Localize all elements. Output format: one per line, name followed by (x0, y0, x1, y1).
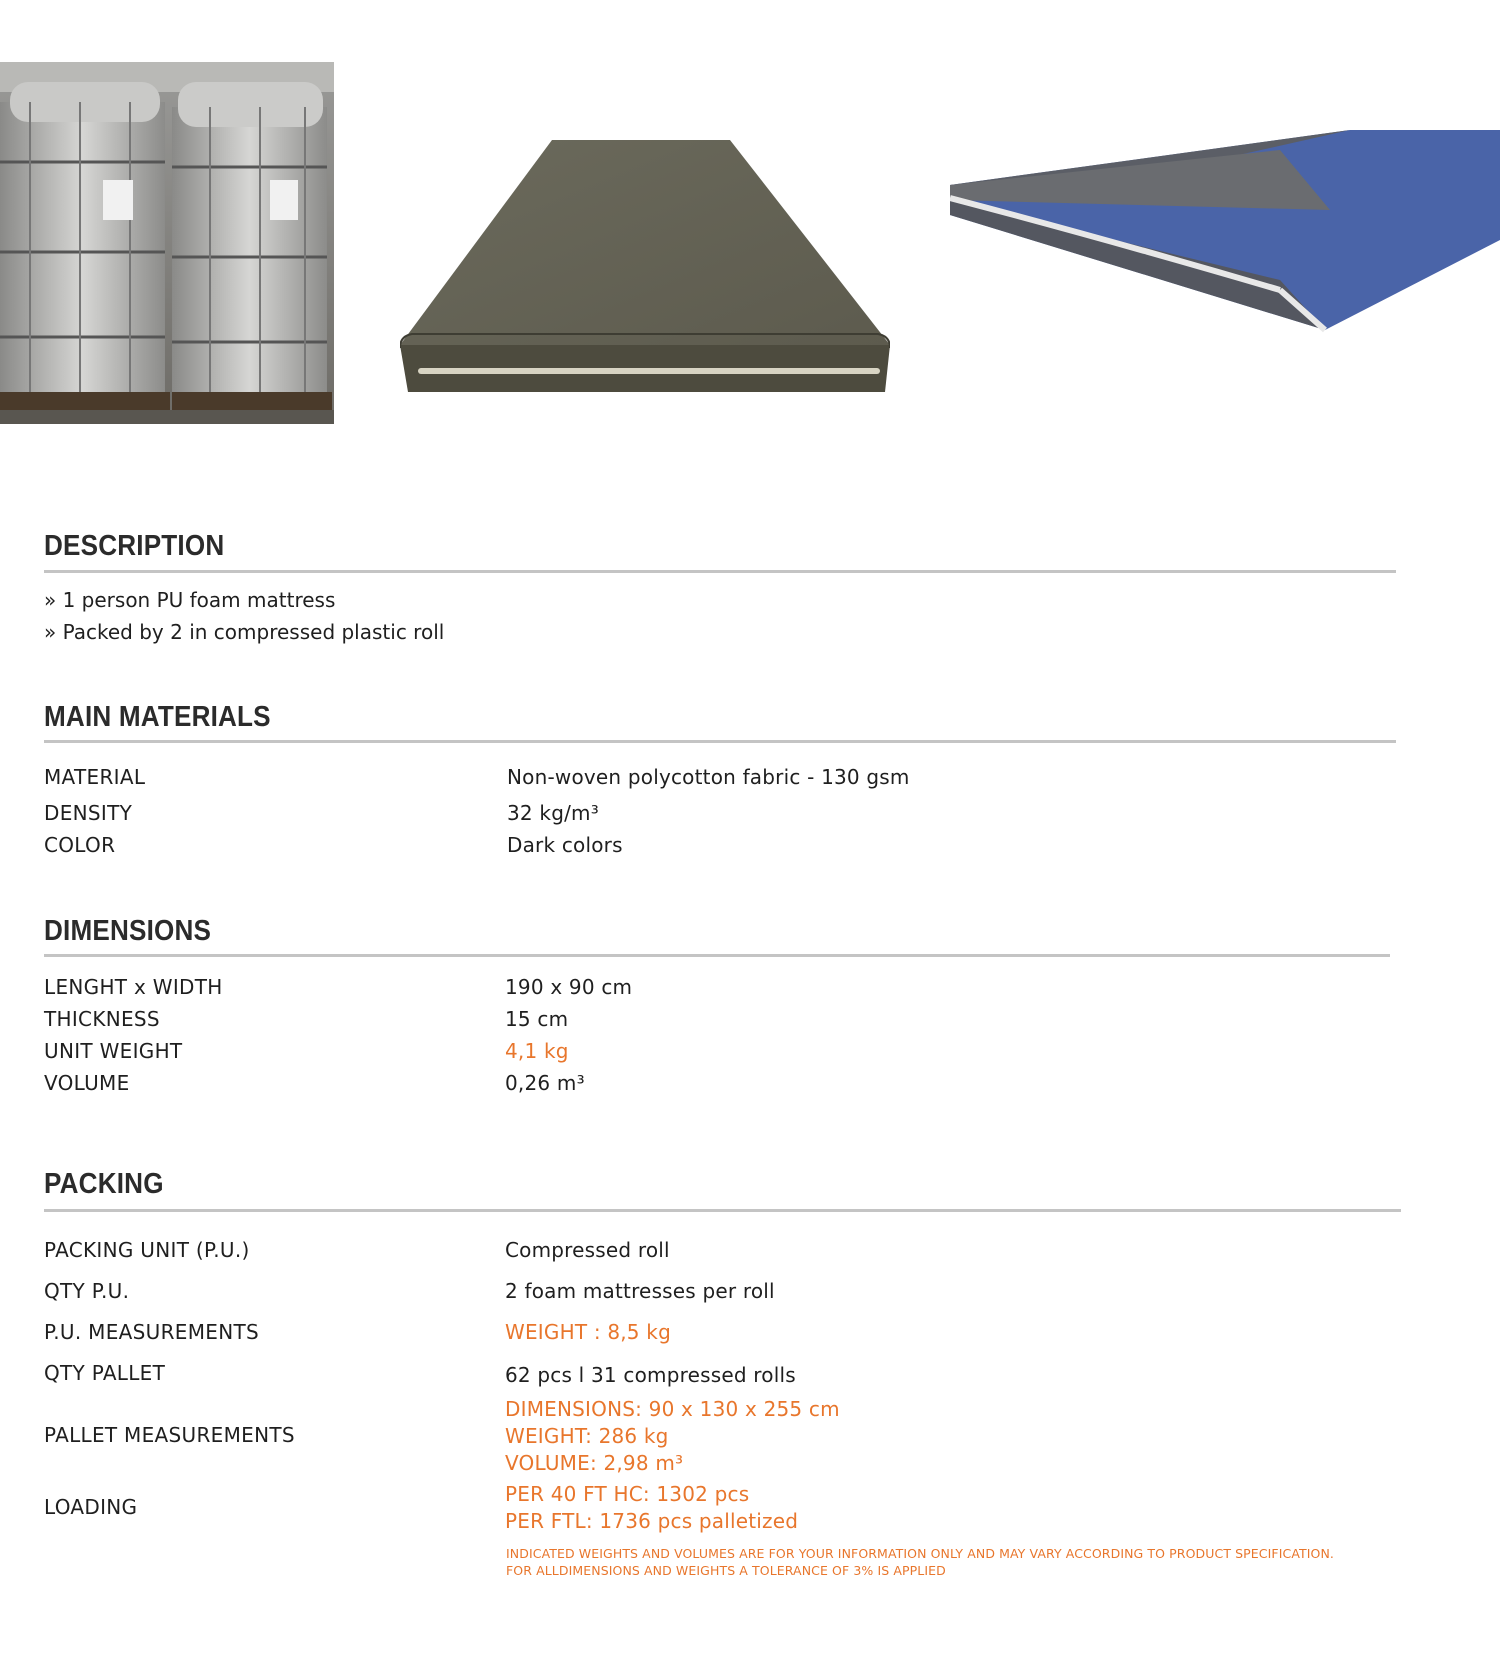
loading-40ft-value: PER 40 FT HC: 1302 pcs (505, 1482, 750, 1506)
dimensions-divider (44, 954, 1390, 957)
blue-mattress-photo (950, 130, 1500, 350)
grey-mattress-photo (400, 130, 890, 400)
unit-weight-label: UNIT WEIGHT (44, 1039, 183, 1063)
description-item: » 1 person PU foam mattress (44, 588, 336, 612)
description-item: » Packed by 2 in compressed plastic roll (44, 620, 445, 644)
qty-pallet-label: QTY PALLET (44, 1361, 166, 1385)
volume-label: VOLUME (44, 1071, 130, 1095)
material-value: Non-woven polycotton fabric - 130 gsm (507, 765, 910, 789)
length-width-label: LENGHT x WIDTH (44, 975, 223, 999)
pu-measurements-value: WEIGHT : 8,5 kg (505, 1320, 671, 1344)
qty-pallet-value: 62 pcs l 31 compressed rolls (505, 1363, 796, 1387)
density-label: DENSITY (44, 801, 133, 825)
materials-divider (44, 740, 1396, 743)
pallet-weight-value: WEIGHT: 286 kg (505, 1424, 669, 1448)
description-divider (44, 570, 1396, 573)
qty-pu-label: QTY P.U. (44, 1279, 130, 1303)
density-value: 32 kg/m³ (507, 801, 599, 825)
packing-divider (44, 1209, 1401, 1212)
material-label: MATERIAL (44, 765, 146, 789)
description-title: DESCRIPTION (44, 530, 225, 562)
pallet-measurements-label: PALLET MEASUREMENTS (44, 1423, 295, 1447)
loading-ftl-value: PER FTL: 1736 pcs palletized (505, 1509, 799, 1533)
thickness-label: THICKNESS (44, 1007, 160, 1031)
pallet-dimensions-value: DIMENSIONS: 90 x 130 x 255 cm (505, 1397, 840, 1421)
materials-title: MAIN MATERIALS (44, 701, 271, 733)
pu-measurements-label: P.U. MEASUREMENTS (44, 1320, 259, 1344)
length-width-value: 190 x 90 cm (505, 975, 633, 999)
pallet-volume-value: VOLUME: 2,98 m³ (505, 1451, 684, 1475)
thickness-value: 15 cm (505, 1007, 569, 1031)
loading-label: LOADING (44, 1495, 138, 1519)
color-value: Dark colors (507, 833, 623, 857)
disclaimer-line: INDICATED WEIGHTS AND VOLUMES ARE FOR YOUR INFORMATION ONLY AND MAY VARY ACCORDING TO PRODUCT SPECIFICATION. (506, 1546, 1334, 1561)
color-label: COLOR (44, 833, 116, 857)
disclaimer-line: FOR ALLDIMENSIONS AND WEIGHTS A TOLERANCE OF 3% IS APPLIED (506, 1563, 946, 1578)
unit-weight-value: 4,1 kg (505, 1039, 569, 1063)
dimensions-title: DIMENSIONS (44, 915, 212, 947)
packing-unit-value: Compressed roll (505, 1238, 670, 1262)
qty-pu-value: 2 foam mattresses per roll (505, 1279, 775, 1303)
packing-unit-label: PACKING UNIT (P.U.) (44, 1238, 250, 1262)
volume-value: 0,26 m³ (505, 1071, 585, 1095)
warehouse-photo (0, 62, 334, 424)
disclaimer-note (506, 1545, 1334, 1579)
packing-title: PACKING (44, 1168, 164, 1200)
